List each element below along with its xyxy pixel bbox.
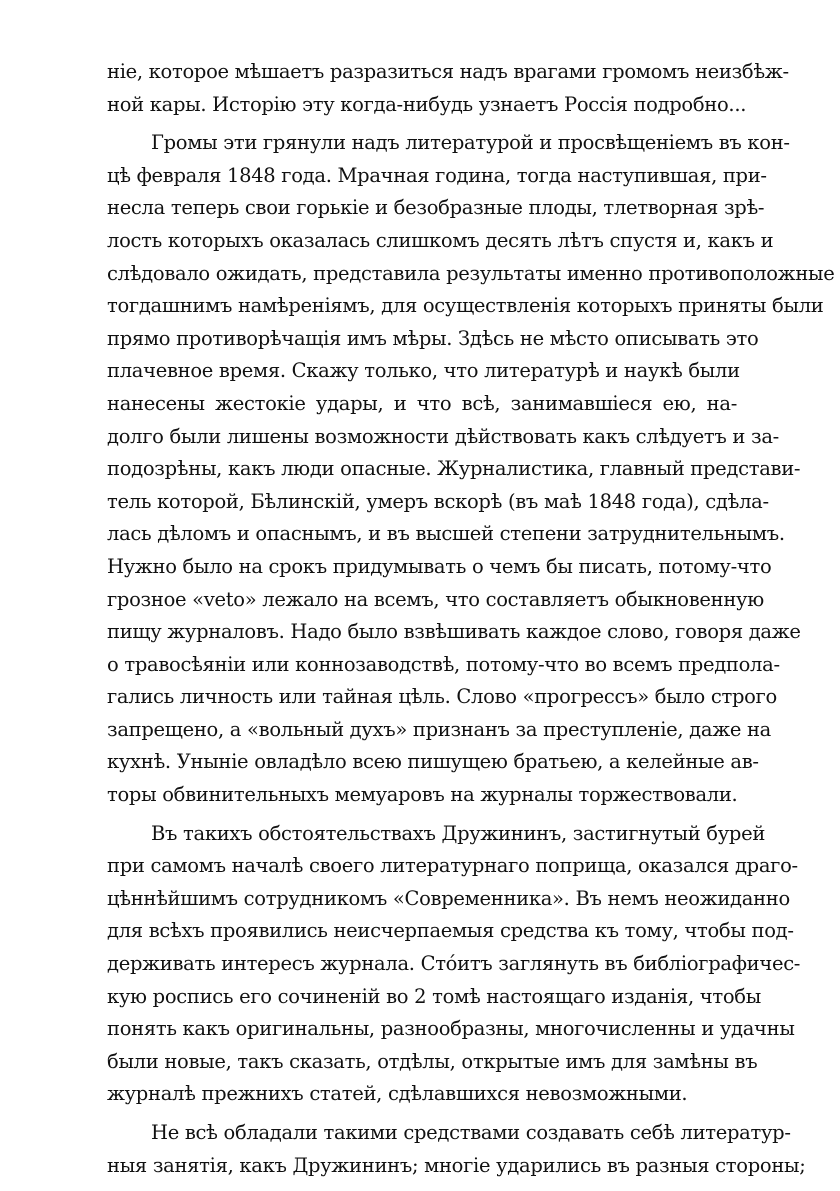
text-line: для всѣхъ проявились неисчерпаемыя средства къ тому, чтобы под- bbox=[107, 919, 794, 943]
text-line: ной кары. Исторію эту когда-нибудь узнаетъ Россія подробно... bbox=[107, 92, 747, 116]
paragraph-druzhinin bbox=[107, 818, 801, 1111]
text-line: пищу журналовъ. Надо было взвѣшивать каждое слово, говоря даже bbox=[107, 620, 801, 644]
paragraph-thunder bbox=[107, 127, 835, 811]
text-line: несла теперь свои горькіе и безобразные плоды, тлетворная зрѣ- bbox=[107, 196, 765, 220]
text-line: Громы эти грянули надъ литературой и просвѣщеніемъ въ кон- bbox=[151, 131, 790, 155]
text-line: грозное «veto» лежало на всемъ, что составляетъ обыкновенную bbox=[107, 587, 764, 611]
text-line: Нужно было на срокъ придумывать о чемъ бы писать, потому-что bbox=[107, 554, 772, 578]
text-line: лась дѣломъ и опаснымъ, и въ высшей степени затруднительнымъ. bbox=[107, 522, 785, 546]
text-column bbox=[107, 56, 835, 1188]
text-line: тель которой, Бѣлинскій, умеръ вскорѣ (въ маѣ 1848 года), сдѣла- bbox=[107, 489, 769, 513]
text-line: Не всѣ обладали такими средствами создавать себѣ литератур- bbox=[151, 1121, 791, 1144]
text-line: цѣ февраля 1848 года. Мрачная година, тогда наступившая, при- bbox=[107, 163, 767, 187]
text-line: подозрѣны, какъ люди опасные. Журналистика, главный представи- bbox=[107, 457, 801, 481]
text-line: журналѣ прежнихъ статей, сдѣлавшихся невозможными. bbox=[107, 1082, 688, 1106]
text-line: тогдашнимъ намѣреніямъ, для осуществленія которыхъ приняты были bbox=[107, 294, 824, 318]
text-line: ніе, которое мѣшаетъ разразиться надъ врагами громомъ неизбѣж- bbox=[107, 60, 789, 83]
text-line: ныя занятія, какъ Дружининъ; многіе ударились въ разныя стороны; bbox=[107, 1153, 806, 1177]
text-line: кую роспись его сочиненій во 2 томѣ настоящаго изданія, чтобы bbox=[107, 984, 761, 1008]
text-line: кухнѣ. Уныніе овладѣло всею пишущею братьею, а келейные ав- bbox=[107, 750, 759, 774]
text-line: о травосѣяніи или коннозаводствѣ, потому-что во всемъ предпола- bbox=[107, 652, 780, 676]
text-line: прямо противорѣчащія имъ мѣры. Здѣсь не мѣсто описывать это bbox=[107, 326, 759, 350]
text-line: лость которыхъ оказалась слишкомъ десять лѣтъ спустя и, какъ и bbox=[107, 228, 774, 252]
text-line: цѣннѣйшимъ сотрудникомъ «Современника». Въ немъ неожиданно bbox=[107, 886, 790, 910]
text-line: гались личность или тайная цѣль. Слово «прогрессъ» было строго bbox=[107, 685, 777, 709]
paragraph-continuation bbox=[107, 56, 789, 121]
paragraph-not-all bbox=[107, 1117, 806, 1182]
text-line: слѣдовало ожидать, представила результаты именно противоположные bbox=[107, 261, 835, 285]
text-line: нанесены жестокіе удары, и что всѣ, занимавшіеся ею, на- bbox=[107, 391, 737, 415]
text-line: долго были лишены возможности дѣйствовать какъ слѣдуетъ и за- bbox=[107, 424, 779, 448]
text-line: торы обвинительныхъ мемуаровъ на журналы торжествовали. bbox=[107, 783, 738, 807]
text-line: при самомъ началѣ своего литературнаго поприща, оказался драго- bbox=[107, 854, 798, 878]
text-line: держивать интересъ журнала. Стóитъ заглянуть въ библіографичес- bbox=[107, 952, 801, 976]
text-line: плачевное время. Скажу только, что литературѣ и наукѣ были bbox=[107, 359, 740, 383]
text-line: понять какъ оригинальны, разнообразны, многочисленны и удачны bbox=[107, 1017, 795, 1041]
text-line: были новые, такъ сказать, отдѣлы, открытые имъ для замѣны въ bbox=[107, 1049, 758, 1073]
text-line: запрещено, а «вольный духъ» признанъ за преступленіе, даже на bbox=[107, 717, 772, 741]
text-line: Въ такихъ обстоятельствахъ Дружининъ, застигнутый бурей bbox=[151, 821, 766, 845]
